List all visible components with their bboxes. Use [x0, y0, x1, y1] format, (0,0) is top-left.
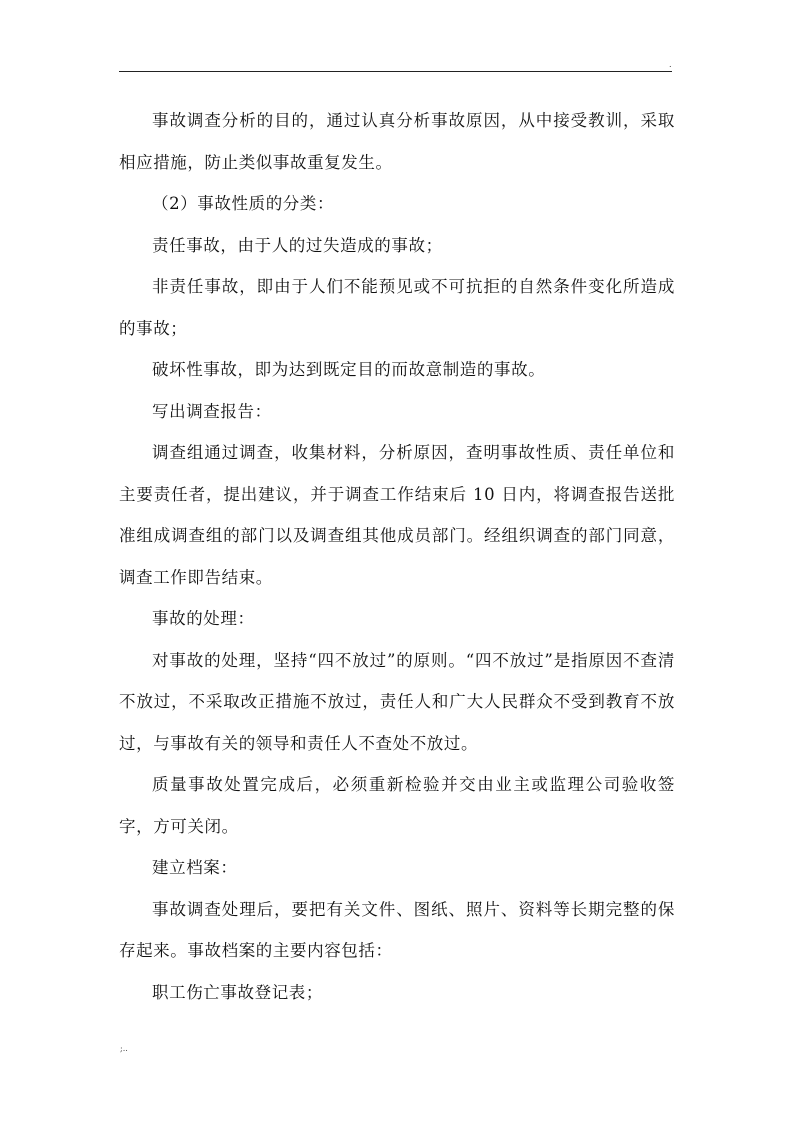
paragraph-handling-heading: 事故的处理：: [152, 609, 255, 628]
paragraph-liability-accident: 责任事故，由于人的过失造成的事故；: [152, 235, 443, 255]
paragraph-registration-form: 职工伤亡事故登记表；: [152, 982, 323, 1002]
paragraph-classification-heading: （2）事故性质的分类：: [152, 194, 335, 213]
paragraph-archive-body: 事故调查处理后，要把有关文件、图纸、照片、资料等长期完整的保存起来。事故档案的主要内容包括：: [119, 899, 675, 960]
header-rule: [119, 71, 672, 72]
paragraph-quality-closure: 质量事故处置完成后，必须重新检验并交由业主或监理公司验收签字，方可关闭。: [119, 775, 675, 836]
paragraph-handling-body: 对事故的处理，坚持“四不放过”的原则。“四不放过”是指原因不查清不放过，不采取改正措施不放过，责任人和广大人民群众不受到教育不放过，与事故有关的领导和责任人不查处不放过。: [119, 650, 675, 753]
paragraph-report-body: 调查组通过调查，收集材料，分析原因，查明事故性质、责任单位和主要责任者，提出建议，并于调查工作结束后 10 日内，将调查报告送批准组成调查组的部门以及调查组其他成员部门。经组织调查的部门同意，调查工作即告结束。: [119, 443, 675, 587]
paragraph-non-liability-accident: 非责任事故，即由于人们不能预见或不可抗拒的自然条件变化所造成的事故；: [119, 277, 675, 338]
document-body: [119, 100, 675, 1013]
paragraph-report-heading: 写出调查报告：: [152, 401, 272, 421]
footer-mark: ;..: [120, 1044, 128, 1053]
paragraph-purpose: 事故调查分析的目的，通过认真分析事故原因，从中接受教训，采取相应措施，防止类似事故重复发生。: [119, 111, 675, 172]
header-mark: .: [669, 60, 672, 69]
paragraph-archive-heading: 建立档案：: [152, 858, 238, 877]
paragraph-destructive-accident: 破坏性事故，即为达到既定目的而故意制造的事故。: [152, 360, 546, 379]
